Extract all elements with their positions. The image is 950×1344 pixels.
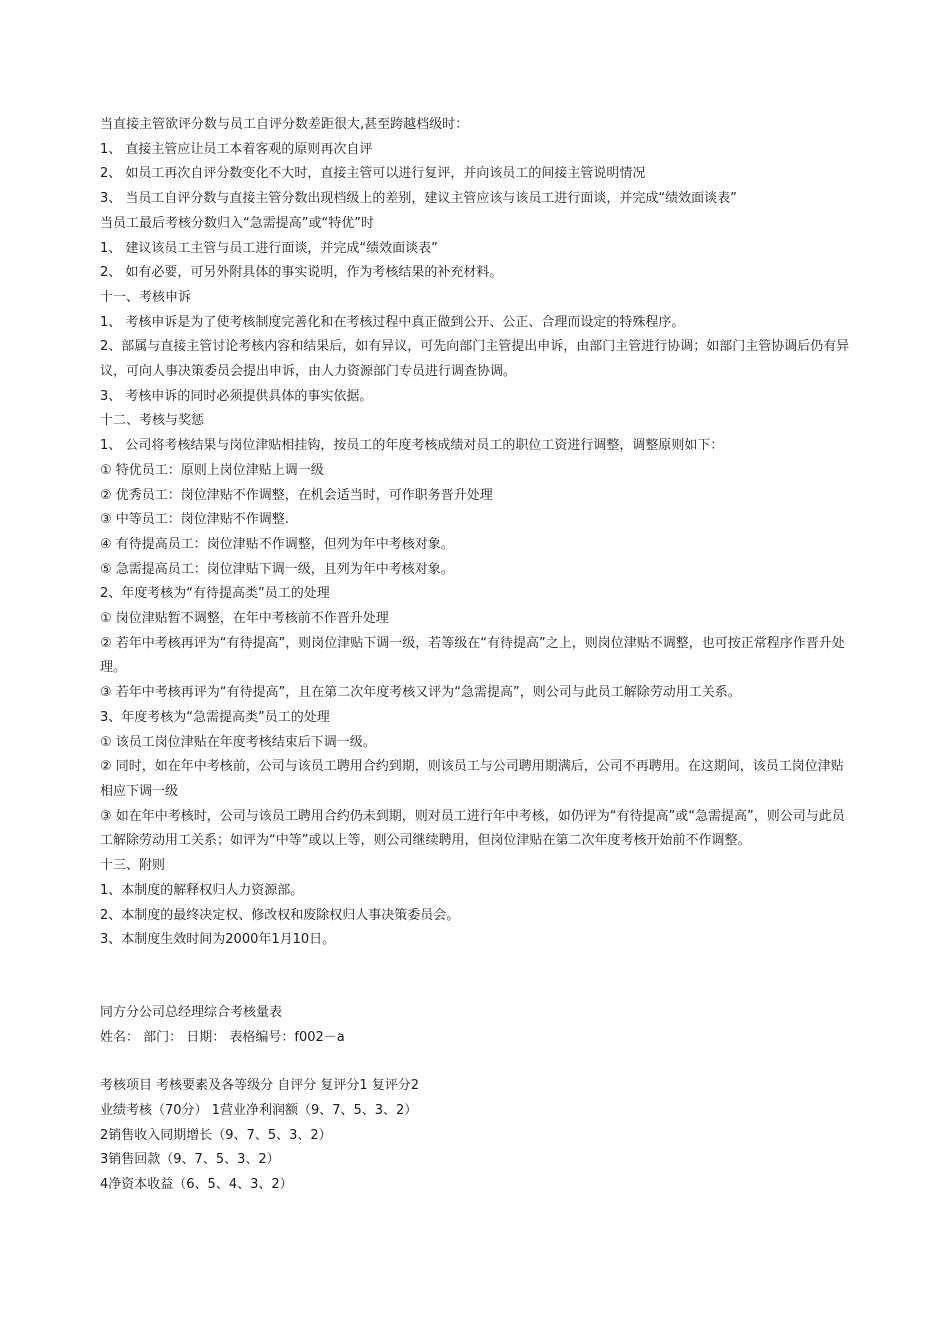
- list-item: ② 同时，如在年中考核前，公司与该员工聘用合约到期，则该员工与公司聘用期满后，公司不再聘用。在这期间，该员工岗位津贴相应下调一级: [100, 759, 844, 799]
- list-item: ① 该员工岗位津贴在年度考核结束后下调一级。: [100, 734, 376, 750]
- list-item: ④ 有待提高员工：岗位津贴不作调整，但列为年中考核对象。: [100, 536, 454, 552]
- form-title: 同方分公司总经理综合考核量表: [100, 1004, 283, 1020]
- list-item: ② 优秀员工：岗位津贴不作调整，在机会适当时，可作职务晋升处理: [100, 487, 493, 503]
- section-heading: 十二、考核与奖惩: [100, 413, 205, 429]
- list-item: 3、本制度生效时间为2000年1月10日。: [100, 932, 336, 948]
- list-item: 2、部属与直接主管讨论考核内容和结果后，如有异议，可先向部门主管提出申诉，由部门主管进行协调；如部门主管协调后仍有异议，可向人事决策委员会提出申诉，由人力资源部门专员进行调查协调。: [100, 339, 850, 380]
- table-row: 3销售回款（9、7、5、3、2）: [100, 1152, 280, 1168]
- list-item: 3、 当员工自评分数与直接主管分数出现档级上的差别，建议主管应该与该员工进行面谈，并完成“绩效面谈表”: [100, 191, 737, 207]
- list-item: ② 若年中考核再评为“有待提高”，则岗位津贴下调一级，若等级在“有待提高”之上，则岗位津贴不调整，也可按正常程序作晋升处理。: [100, 635, 845, 676]
- list-item: ③ 中等员工：岗位津贴不作调整.: [100, 512, 289, 528]
- list-item: ③ 若年中考核再评为“有待提高”，且在第二次年度考核又评为“急需提高”，则公司与此员工解除劳动用工关系。: [100, 685, 741, 701]
- form-header: 姓名： 部门： 日期： 表格编号：f002－a: [100, 1029, 345, 1045]
- list-item: 1、 公司将考核结果与岗位津贴相挂钩，按员工的年度考核成绩对员工的职位工资进行调整，调整原则如下：: [100, 438, 724, 454]
- list-item: ⑤ 急需提高员工：岗位津贴下调一级，且列为年中考核对象。: [100, 561, 454, 577]
- list-item: 3、 考核申诉的同时必须提供具体的事实依据。: [100, 388, 373, 404]
- paragraph: 当员工最后考核分数归入“急需提高”或“特优”时: [100, 215, 374, 231]
- spacer: [100, 1050, 852, 1074]
- list-item: ③ 如在年中考核时，公司与该员工聘用合约仍未到期，则对员工进行年中考核，如仍评为“有待提高”或“急需提高”，则公司与此员工解除劳动用工关系；如评为“中等”或以上等，则公司继续聘用，但岗位津贴在第二次年度考核开始前不作调整。: [100, 808, 845, 849]
- list-item: 1、 考核申诉是为了使考核制度完善化和在考核过程中真正做到公开、公正、合理而设定的特殊程序。: [100, 314, 685, 330]
- list-item: 1、 建议该员工主管与员工进行面谈，并完成“绩效面谈表”: [100, 240, 438, 256]
- list-item: ① 岗位津贴暂不调整，在年中考核前不作晋升处理: [100, 611, 389, 627]
- list-item: 1、 直接主管应让员工本着客观的原则再次自评: [100, 141, 373, 157]
- list-item: ① 特优员工：原则上岗位津贴上调一级: [100, 462, 324, 478]
- list-item: 2、年度考核为“有待提高类”员工的处理: [100, 586, 330, 602]
- spacer: [100, 953, 852, 1001]
- section-heading: 十一、考核申诉: [100, 289, 192, 305]
- table-row: 2销售收入同期增长（9、7、5、3、2）: [100, 1127, 332, 1143]
- table-header: 考核项目 考核要素及各等级分 自评分 复评分1 复评分2: [100, 1078, 420, 1094]
- list-item: 1、本制度的解释权归人力资源部。: [100, 882, 304, 898]
- list-item: 3、年度考核为“急需提高类”员工的处理: [100, 709, 330, 725]
- document-page: [100, 113, 852, 1198]
- table-row: 4净资本收益（6、5、4、3、2）: [100, 1177, 293, 1193]
- paragraph: 当直接主管欲评分数与员工自评分数差距很大,甚至跨越档级时：: [100, 117, 469, 132]
- list-item: 2、 如有必要，可另外附具体的事实说明，作为考核结果的补充材料。: [100, 265, 503, 281]
- list-item: 2、 如员工再次自评分数变化不大时，直接主管可以进行复评，并向该员工的间接主管说明情况: [100, 166, 646, 182]
- table-row: 业绩考核（70分） 1营业净利润额（9、7、5、3、2）: [100, 1103, 418, 1119]
- section-heading: 十三、附则: [100, 858, 166, 874]
- list-item: 2、本制度的最终决定权、修改权和废除权归人事决策委员会。: [100, 907, 460, 923]
